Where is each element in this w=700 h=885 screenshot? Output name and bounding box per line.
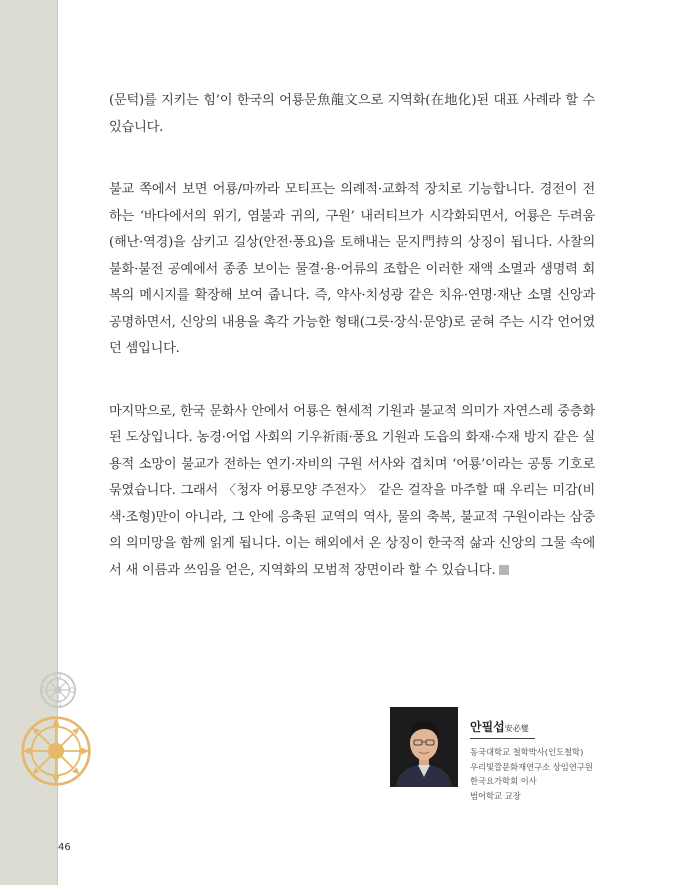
author-bio [470,716,620,803]
portrait-image [390,707,458,787]
paragraph-2: 불교 쪽에서 보면 어룡/마까라 모티프는 의례적·교화적 장치로 기능합니다. 경전이 전하는 ‘바다에서의 위기, 염불과 귀의, 구원’ 내러티브가 시각화되면서, 어룡은 두려움(해난·역경)을 삼키고 길상(안전·풍요)을 토해내는 문지門持의 상징이 됩니다. 사찰의 불화·불전 공예에서 종종 보이는 물결·용·어류의 조합은 이러한 재액 소멸과 생명력 회복의 메시지를 확장해 보여 줍니다. 즉, 약사·치성광 같은 치유·연명·재난 소멸 신앙과 공명하면서, 신앙의 내용을 촉각 가능한 형태(그릇·장식·문양)로 굳혀 주는 시각 언어였던 셈입니다. [109,182,595,356]
credential-line: 한국요가학회 이사 [470,776,537,786]
author-name-hanja: 安必燮 [504,724,529,733]
credential-line: 범어학교 교장 [470,790,521,801]
end-mark-icon [499,565,509,575]
paragraph-3 [109,399,595,585]
credential-line: 우리빛깔문화재연구소 상임연구원 [470,761,593,772]
page-number: 46 [58,842,71,853]
paragraph-3-text: 마지막으로, 한국 문화사 안에서 어룡은 현세적 기원과 불교적 의미가 자연스레 중층화된 도상입니다. 농경·어업 사회의 기우祈雨·풍요 기원과 도읍의 화재·수재 방지 같은 실용적 소망이 불교가 전하는 연기·자비의 구원 서사와 겹치며 ‘어룡’이라는 공통 기호로 묶였습니다. 그래서 〈청자 어룡모양 주전자〉 같은 걸작을 마주할 때 우리는 미감(비색·조형)만이 아니라, 그 안에 응축된 교역의 역사, 물의 축복, 불교적 구원이라는 삼중의 의미망을 함께 읽게 됩니다. 이는 해외에서 온 상징이 한국적 삶과 신앙의 그물 속에서 새 이름과 쓰임을 얻은, 지역화의 모범적 장면이라 할 수 있습니다. [109,403,595,578]
author-portrait [390,707,458,787]
lotus-wheel-icon [39,671,77,709]
author-name-text: 안필섭 [470,720,505,734]
author-credentials [470,745,620,803]
author-name [470,718,535,739]
dharma-wheel-icon [20,715,92,787]
credential-line: 동국대학교 철학박사(인도철학) [470,747,584,757]
article-body [109,88,595,620]
paragraph-1: (문턱)를 지키는 힘’이 한국의 어룡문魚龍文으로 지역화(在地化)된 대표 사례라 할 수 있습니다. [109,93,595,135]
